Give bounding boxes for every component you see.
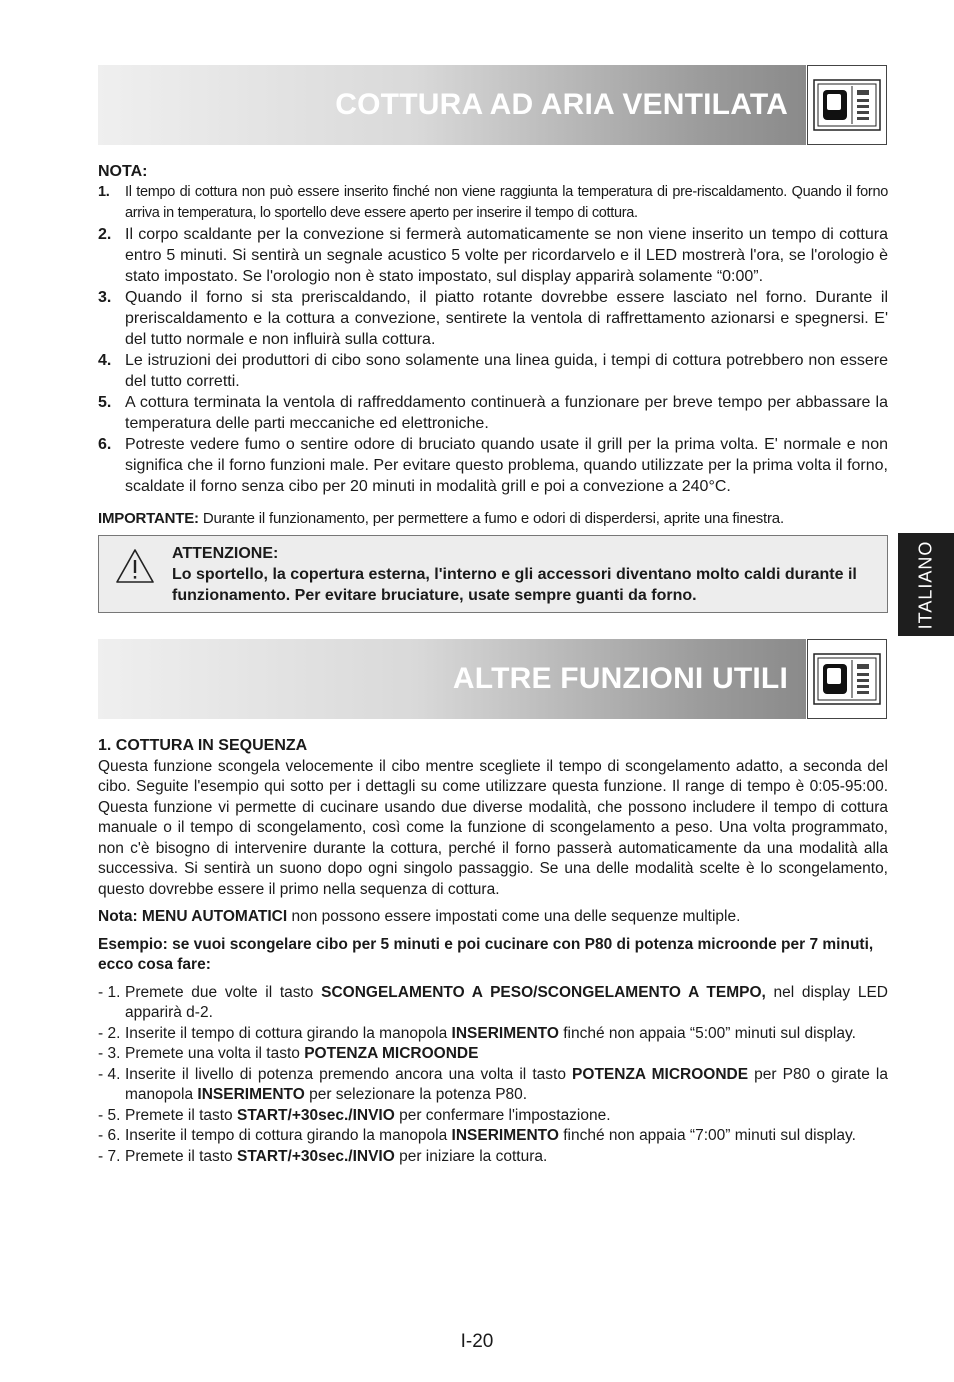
warning-box (98, 535, 888, 613)
steps-list (98, 983, 888, 1168)
list-item: 4. Le istruzioni dei produttori di cibo sono solamente una linea guida, i tempi di cottura potrebbero non essere del tutto corretti. (98, 352, 888, 390)
list-item: 5. A cottura terminata la ventola di raffreddamento continuerà a funzionare per breve tempo per abbassare la temperatura delle parti meccaniche ed elettroniche. (98, 394, 888, 432)
subheading: 1. COTTURA IN SEQUENZA (98, 737, 308, 754)
warning-title: ATTENZIONE: (172, 545, 279, 562)
notes-list (98, 182, 888, 497)
list-item: 3. Quando il forno si sta preriscaldando, il piatto rotante dovrebbe essere lasciato nel forno. Durante il preriscaldamento e la cottura a convezione, sentirete la ventola di raffrettamento azionarsi e spegnersi. E' del tutto normale e non influirà sulla cottura. (98, 289, 888, 348)
warning-text (172, 543, 877, 606)
section-title: ALTRE FUNZIONI UTILI (452, 662, 788, 695)
list-item: - 2. Inserite il tempo di cottura girando la manopola INSERIMENTO finché non appaia “5:00” minuti sul display. (98, 1024, 856, 1042)
importante-label: IMPORTANTE: (98, 510, 199, 527)
nota-text: non possono essere impostati come una delle sequenze multiple. (287, 908, 741, 925)
list-item: - 1. Premete due volte il tasto SCONGELAMENTO A PESO/SCONGELAMENTO A TEMPO, nel display LED apparirà d-2. (98, 983, 888, 1021)
list-item: - 3. Premete una volta il tasto POTENZA MICROONDE (98, 1045, 479, 1062)
list-item: 6. Potreste vedere fumo o sentire odore di bruciato quando usate il grill per la prima volta. E' normale e non significa che il forno funzioni male. Per evitare questo problema, quando utilizzate per la prima volta il forno, scaldate il forno senza cibo per 20 minuti in modalità grill e poi a convezione a 240°C. (98, 436, 888, 495)
microwave-icon (807, 65, 887, 145)
list-item: - 7. Premete il tasto START/+30sec./INVIO per iniziare la cottura. (98, 1147, 548, 1165)
list-item: - 5. Premete il tasto START/+30sec./INVIO per confermare l'impostazione. (98, 1106, 611, 1124)
body-text: Questa funzione scongela velocemente il cibo mentre scegliete il tempo di scongelamento adatto, a seconda del cibo. Seguite l'esempio qui sotto per i dettagli su come utilizzare questa funzione. Il range di tempo è 0:05-95:00. Questa funzione vi permette di cucinare usando due diverse modalità, che possono includere il tempo di cottura manuale o il tempo di scongelamento, così come la funzione di scongelamento a peso. Una volta programmato, non c'è bisogno di intervenire durante la cottura, perché il forno passerà automaticamente da una modalità alla successiva. Si sentirà un suono dopo ogni singolo passaggio. Se una delle modalità scelte è lo scongelamento, questo dovrebbe essere il primo nella sequenza di cottura. (98, 757, 888, 898)
microwave-icon (807, 639, 887, 719)
warning-body: Lo sportello, la copertura esterna, l'interno e gli accessori diventano molto caldi durante il funzionamento. Per evitare bruciature, usate sempre guanti da forno. (172, 566, 857, 604)
importante-text: Durante il funzionamento, per permettere a fumo e odori di disperdersi, aprite una finestra. (198, 510, 784, 527)
warning-triangle-icon (115, 548, 155, 584)
language-tab (898, 533, 954, 636)
section-banner-altre-funzioni (98, 639, 806, 719)
importante-line (98, 508, 888, 529)
notes-block (98, 161, 888, 497)
nota-line (98, 907, 888, 928)
example-heading: Esempio: se vuoi scongelare cibo per 5 minuti e poi cucinare con P80 di potenza microonde per 7 minuti, ecco cosa fare: (98, 935, 874, 973)
list-item: 1. Il tempo di cottura non può essere inserito finché non viene raggiunta la temperatura di pre-riscaldamento. Quando il forno arriva in temperatura, lo sportello deve essere aperto per inserire il tempo di cottura. (98, 184, 888, 221)
list-item: - 4. Inserite il livello di potenza premendo ancora una volta il tasto POTENZA MICROONDE per P80 o girate la manopola INSERIMENTO per selezionare la potenza P80. (98, 1065, 888, 1103)
nota-label: NOTA: (98, 163, 148, 180)
language-label: ITALIANO (915, 540, 936, 629)
page-number: I-20 (460, 1331, 494, 1352)
section-title: COTTURA AD ARIA VENTILATA (335, 88, 788, 121)
list-item: - 6. Inserite il tempo di cottura girando la manopola INSERIMENTO finché non appaia “7:00” minuti sul display. (98, 1127, 856, 1144)
section-banner-cottura (98, 65, 806, 145)
nota-label: Nota: MENU AUTOMATICI (98, 908, 288, 925)
sequence-cooking-block (98, 736, 888, 1167)
list-item: 2. Il corpo scaldante per la convezione si fermerà automaticamente se non viene inserito un tempo di cottura entro 5 minuti. Si sentirà un segnale acustico 5 volte per ricordarvelo e il LED mostrerà l'ora, se l'orologio è stato impostato. Se l'orologio non è stato impostato, sul display apparirà solamente “0:00”. (98, 226, 888, 285)
